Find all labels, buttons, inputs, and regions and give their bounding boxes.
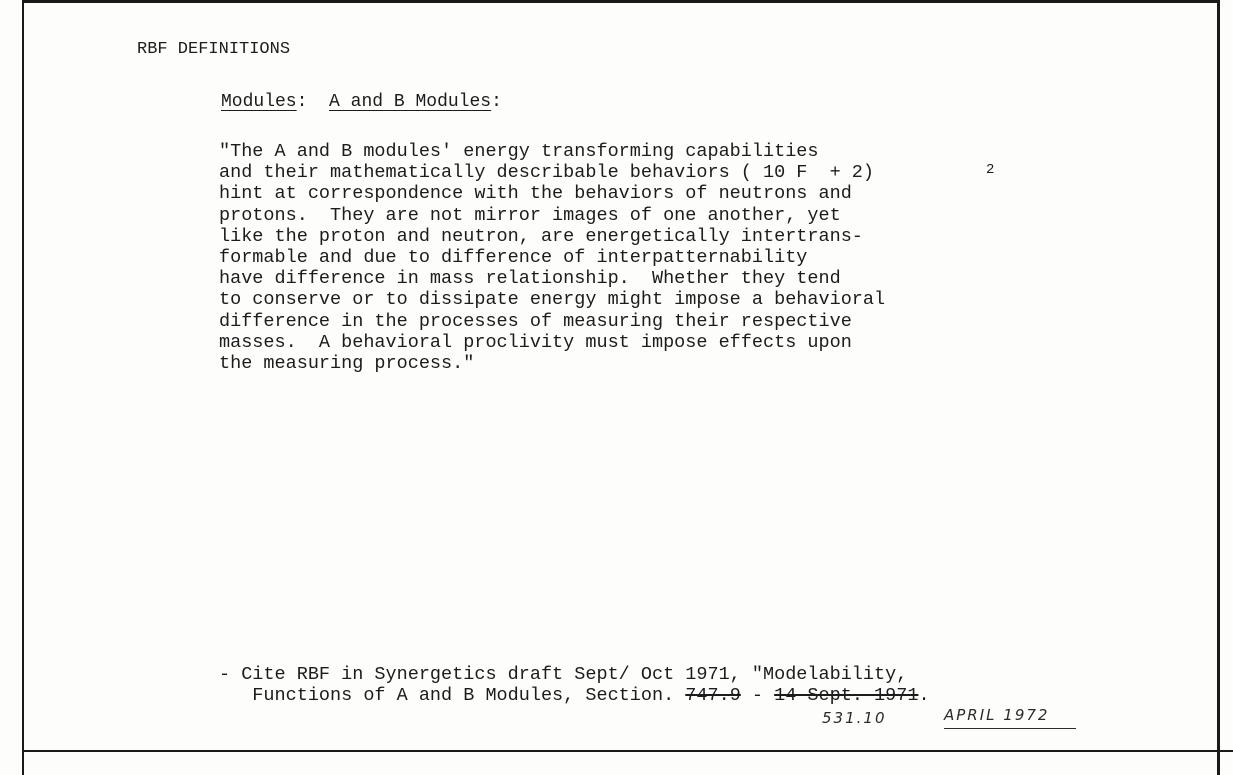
page-heading: RBF DEFINITIONS [137, 40, 291, 59]
quote-line: to conserve or to dissipate energy might impose a behavioral [219, 289, 886, 311]
quote-line: hint at correspondence with the behaviors of neutrons and [219, 183, 852, 205]
quote-line: like the proton and neutron, are energetically intertrans- [219, 225, 863, 247]
bottom-rule [22, 750, 1233, 752]
quote-line: "The A and B modules' energy transforming capabilities [219, 141, 819, 162]
handwritten-section-number: 531.10 [822, 709, 887, 727]
card-border [22, 0, 1220, 752]
citation-line-1: - Cite RBF in Synergetics draft Sept/ Oct 1971, "Modelability, [219, 664, 908, 685]
struck-date: 14 Sept. 1971 [774, 685, 919, 706]
definition-subject: A and B Modules [329, 92, 492, 112]
citation-dash: - [740, 685, 775, 706]
definition-quote [219, 141, 885, 374]
quote-line: have difference in mass relationship. Whether they tend [219, 268, 841, 290]
quote-line: and their mathematically describable behaviors ( 10 F + 2) [219, 162, 875, 184]
quote-line: the measuring process." [219, 353, 475, 375]
subject-end: : [491, 92, 502, 112]
citation-line-2-end: . [918, 685, 930, 706]
quote-line: formable and due to difference of interpatternability [219, 247, 808, 269]
quote-line: masses. A behavioral proclivity must impose effects upon [219, 331, 852, 353]
quote-line: difference in the processes of measuring their respective [219, 310, 852, 332]
citation [219, 664, 930, 706]
lower-right-rule [1217, 752, 1220, 775]
citation-line-2 [219, 685, 930, 706]
handwritten-date: APRIL 1972 [944, 706, 1050, 724]
quote-line: protons. They are not mirror images of one another, yet [219, 204, 841, 226]
lower-left-rule [22, 752, 24, 775]
citation-line-2-prefix: Functions of A and B Modules, Section. [219, 685, 686, 706]
struck-section-number: 747.9 [685, 685, 741, 706]
definition-term: Modules [221, 92, 297, 112]
term-separator: : [296, 92, 308, 112]
exponent-superscript: 2 [986, 162, 995, 178]
definition-subheading [221, 92, 502, 112]
handwritten-date-underline [944, 728, 1076, 729]
